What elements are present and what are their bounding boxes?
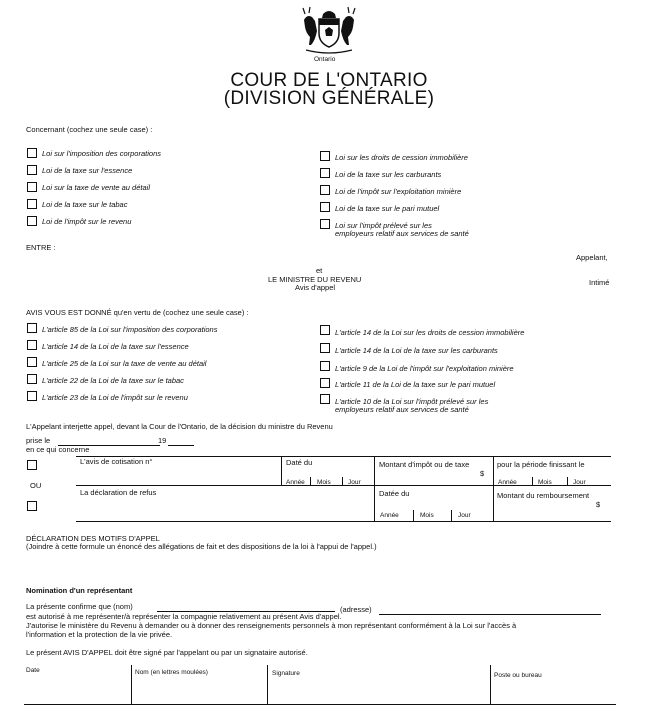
checkbox-article-10[interactable] <box>320 394 330 404</box>
law-label: Loi sur la taxe de vente au détail <box>42 183 150 192</box>
date-du-label: Daté du <box>286 458 313 467</box>
table-divider <box>281 456 282 486</box>
checkbox-avis-cotisation[interactable] <box>27 460 37 470</box>
page-title: COUR DE L'ONTARIO <box>230 70 428 91</box>
table-top-border <box>76 456 611 457</box>
checkbox-carburants[interactable] <box>320 168 330 178</box>
article-label: L'article 22 de la Loi de la taxe sur le tabac <box>42 376 184 385</box>
ontario-crest <box>298 6 360 62</box>
table-divider <box>567 477 568 486</box>
checkbox-declaration-refus[interactable] <box>27 501 37 511</box>
law-label: Loi sur les droits de cession immobilière <box>335 153 468 162</box>
checkbox-article-9[interactable] <box>320 361 330 371</box>
article-label: L'article 10 de la Loi sur l'impôt prélevé sur les <box>335 397 489 406</box>
poste-label: Poste ou bureau <box>494 672 542 679</box>
table-divider <box>310 477 311 486</box>
representant-line3: J'autorise le ministère du Revenu à demander ou à donner des renseignements personnels à mon représentant conformément à la Loi sur l'accès à <box>26 621 517 630</box>
motifs-note: (Joindre à cette formule un énoncé des allégations de fait et des dispositions de la loi à l'appui de l'appel.) <box>26 542 377 551</box>
jour-label: Jour <box>348 479 361 486</box>
montant-remb-label: Montant du remboursement <box>497 491 590 500</box>
intime-label: Intimé <box>589 278 610 287</box>
mois-label: Mois <box>420 512 434 519</box>
table-mid-border <box>76 485 611 486</box>
entre-label: ENTRE : <box>26 243 56 252</box>
checkbox-article-85[interactable] <box>27 323 37 333</box>
en-ce-qui-label: en ce qui concerne <box>26 445 90 454</box>
checkbox-cession[interactable] <box>320 151 330 161</box>
article-label: L'article 14 de la Loi de la taxe sur les carburants <box>335 346 498 355</box>
checkbox-tabac[interactable] <box>27 199 37 209</box>
page-subtitle: (DIVISION GÉNÉRALE) <box>223 88 435 109</box>
checkbox-corporations[interactable] <box>27 148 37 158</box>
checkbox-miniere[interactable] <box>320 185 330 195</box>
signature-label: Signature <box>272 670 300 677</box>
table-divider <box>413 510 414 522</box>
periode-label: pour la période finissant le <box>497 460 585 469</box>
article-label: L'article 14 de la Loi sur les droits de cession immobilière <box>335 328 525 337</box>
law-label: Loi de la taxe sur les carburants <box>335 170 442 179</box>
mois-label: Mois <box>317 479 331 486</box>
law-label: Loi sur l'impôt prélevé sur les <box>335 221 432 230</box>
checkbox-essence[interactable] <box>27 165 37 175</box>
jour-label: Jour <box>458 512 471 519</box>
article-label: L'article 9 de la Loi de l'impôt sur l'exploitation minière <box>335 364 514 373</box>
representant-line2: est autorisé à me représenter/à représenter la compagnie relativement au présent Avis d'appel. <box>26 612 342 621</box>
representant-title: Nomination d'un représentant <box>26 586 133 595</box>
law-label: Loi sur l'imposition des corporations <box>42 149 161 158</box>
checkbox-article-23[interactable] <box>27 391 37 401</box>
article-label: employeurs relatif aux services de santé <box>335 405 469 414</box>
law-label: Loi de la taxe sur le tabac <box>42 200 128 209</box>
avis-intro: AVIS VOUS EST DONNÉ qu'en vertu de (cochez une seule case) : <box>26 308 249 317</box>
checkbox-article-14-essence[interactable] <box>27 340 37 350</box>
crest-label: Ontario <box>314 56 336 63</box>
adresse-field[interactable] <box>379 614 601 615</box>
table-divider <box>342 477 343 486</box>
checkbox-vente[interactable] <box>27 182 37 192</box>
checkbox-article-25[interactable] <box>27 357 37 367</box>
article-label: L'article 85 de la Loi sur l'imposition des corporations <box>42 325 218 334</box>
checkbox-revenu[interactable] <box>27 216 37 226</box>
ministre-label: LE MINISTRE DU REVENU <box>268 275 362 284</box>
signature-instruction: Le présent AVIS D'APPEL doit être signé par l'appelant ou par un signataire autorisé. <box>26 648 308 657</box>
representant-line1-a: La présente confirme que (nom) <box>26 602 133 611</box>
signature-divider <box>267 665 268 705</box>
table-divider <box>451 510 452 522</box>
checkbox-article-14-carburants[interactable] <box>320 343 330 353</box>
table-divider <box>374 456 375 522</box>
article-label: L'article 25 de la Loi sur la taxe de vente au détail <box>42 359 207 368</box>
law-label: Loi de la taxe sur le pari mutuel <box>335 204 440 213</box>
dollar-sign: $ <box>480 469 485 478</box>
article-label: L'article 14 de la Loi de la taxe sur l'essence <box>42 342 189 351</box>
montant-impot-label: Montant d'impôt ou de taxe <box>379 460 470 469</box>
law-label: Loi de l'impôt sur le revenu <box>42 217 132 226</box>
dollar-sign: $ <box>596 500 601 509</box>
ou-label: OU <box>30 481 42 490</box>
jour-label: Jour <box>573 479 586 486</box>
mois-label: Mois <box>538 479 552 486</box>
et-label: et <box>316 266 323 275</box>
year-prefix: 19 <box>158 436 167 445</box>
signature-divider <box>131 665 132 705</box>
signature-divider <box>490 665 491 705</box>
appelant-label: Appelant, <box>576 253 608 262</box>
representant-line1-b: (adresse) <box>340 605 372 614</box>
motifs-title: DÉCLARATION DES MOTIFS D'APPEL <box>26 534 160 543</box>
annee-label: Année <box>380 512 399 519</box>
law-label: Loi de l'impôt sur l'exploitation minière <box>335 187 462 196</box>
avis-cotisation-label: L'avis de cotisation n° <box>80 457 153 466</box>
year-line[interactable] <box>168 445 194 446</box>
checkbox-pari-mutuel[interactable] <box>320 202 330 212</box>
law-label: employeurs relatif aux services de santé <box>335 229 469 238</box>
avis-label: Avis d'appel <box>295 283 336 292</box>
date-du2-label: Datée du <box>379 489 410 498</box>
article-label: L'article 23 de la Loi de l'impôt sur le revenu <box>42 393 188 402</box>
table-divider <box>532 477 533 486</box>
checkbox-article-22[interactable] <box>27 374 37 384</box>
table-bottom-border <box>76 521 611 522</box>
concernant-label: Concernant (cochez une seule case) : <box>26 125 153 134</box>
declaration-refus-label: La déclaration de refus <box>80 488 157 497</box>
representant-line4: l'information et la protection de la vie privée. <box>26 630 173 639</box>
law-label: Loi de la taxe sur l'essence <box>42 166 133 175</box>
signature-field-line[interactable] <box>24 704 616 705</box>
annee-label: Année <box>286 479 305 486</box>
date-label: Date <box>26 667 40 674</box>
checkbox-article-14-cession[interactable] <box>320 325 330 335</box>
table-divider <box>493 456 494 522</box>
article-label: L'article 11 de la Loi de la taxe sur le pari mutuel <box>335 380 496 389</box>
checkbox-sante[interactable] <box>320 219 330 229</box>
annee-label: Année <box>498 479 517 486</box>
nom-label: Nom (en lettres moulées) <box>135 669 208 676</box>
checkbox-article-11[interactable] <box>320 378 330 388</box>
prise-le-label: prise le <box>26 436 51 445</box>
appeal-statement: L'Appelant interjette appel, devant la Cour de l'Ontario, de la décision du ministre du Revenu <box>26 422 333 431</box>
crest-icon <box>298 6 360 62</box>
